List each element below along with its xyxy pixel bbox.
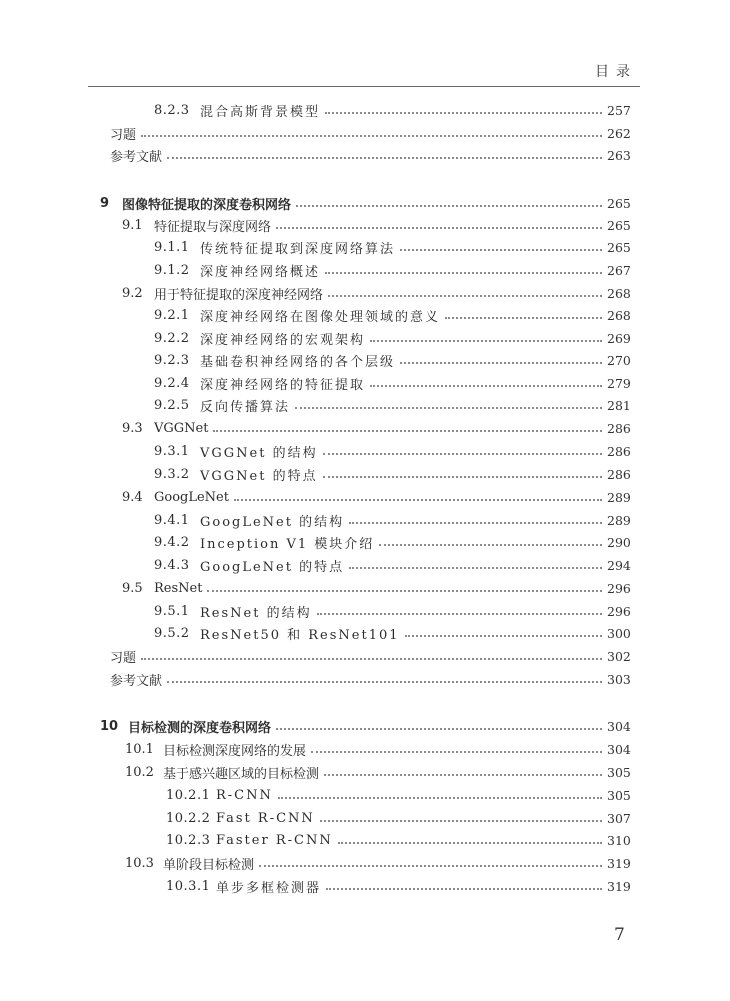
dot-leader <box>370 340 602 342</box>
toc-entry <box>154 554 629 576</box>
dot-leader <box>349 567 602 569</box>
toc-entry-title: 特征提取与深度网络 <box>154 219 272 235</box>
toc-entry <box>110 668 629 690</box>
toc-entry <box>154 622 629 644</box>
toc-entry-page: 296 <box>607 580 631 596</box>
toc-entry-number: 10 <box>100 718 119 734</box>
toc-entry-title: 单步多框检测器 <box>216 880 322 896</box>
dot-leader <box>338 842 602 844</box>
toc-entry-number: 10.2.2 <box>166 810 211 826</box>
toc-entry-page: 304 <box>607 741 631 757</box>
toc-entry-number: 9.2.3 <box>154 352 190 368</box>
toc-entry <box>154 440 629 462</box>
page-number: 7 <box>614 925 625 945</box>
toc-entry <box>125 761 629 783</box>
toc-entry <box>122 577 629 599</box>
toc-entry-title: 目标检测深度网络的发展 <box>163 743 307 759</box>
toc-entry <box>154 304 629 326</box>
dot-leader <box>379 544 602 546</box>
toc-entry-title: VGGNet 的特点 <box>200 468 318 484</box>
toc-entry-number: 9.2.4 <box>154 375 190 391</box>
toc-entry-page: 294 <box>607 557 631 573</box>
toc-entry-number: 10.2.1 <box>166 787 211 803</box>
toc-entry <box>166 875 629 897</box>
toc-entry-page: 270 <box>607 352 631 368</box>
toc-entry <box>110 645 629 667</box>
toc-entry-number: 9.4.3 <box>154 557 190 573</box>
toc-entry <box>166 784 629 806</box>
toc-entry-title: 用于特征提取的深度神经网络 <box>154 287 324 303</box>
toc-entry-title: 目标检测的深度卷积网络 <box>128 720 272 736</box>
toc-entry <box>122 417 629 439</box>
dot-leader <box>276 728 602 730</box>
toc-entry-page: 265 <box>607 217 631 233</box>
toc-entry-page: 267 <box>607 262 631 278</box>
toc-entry-title: Faster R-CNN <box>216 832 333 848</box>
toc-entry-page: 303 <box>607 671 631 687</box>
toc-entry-page: 296 <box>607 603 631 619</box>
toc-entry-title: 深度神经网络在图像处理领域的意义 <box>200 309 441 325</box>
dot-leader <box>296 205 602 207</box>
toc-entry-page: 263 <box>607 147 631 163</box>
toc-entry-number: 9.4.1 <box>154 512 190 528</box>
toc-entry-page: 310 <box>607 832 631 848</box>
toc-entry <box>122 486 629 508</box>
dot-leader <box>445 317 602 319</box>
toc-entry <box>122 214 629 236</box>
dot-leader <box>323 476 602 478</box>
toc-entry-page: 286 <box>607 420 631 436</box>
toc-entry <box>125 738 629 760</box>
toc-entry-number: 9.2.1 <box>154 307 190 323</box>
dot-leader <box>370 385 602 387</box>
toc-entry-title: VGGNet <box>154 420 209 436</box>
dot-leader <box>259 865 602 867</box>
toc-entry-title: 深度神经网络概述 <box>200 264 321 280</box>
dot-leader <box>323 453 602 455</box>
toc-entry-number: 9.3.1 <box>154 443 190 459</box>
toc-entry-title: 习题 <box>110 127 137 143</box>
toc-entry <box>122 282 629 304</box>
toc-entry-title: 习题 <box>110 650 137 666</box>
running-title: 目录 <box>595 64 637 80</box>
toc-entry-number: 9.5.1 <box>154 603 190 619</box>
toc-entry <box>100 715 629 737</box>
dot-leader <box>295 407 602 409</box>
toc-entry-page: 262 <box>607 125 631 141</box>
toc-entry-page: 319 <box>607 855 631 871</box>
toc-entry-page: 305 <box>607 787 631 803</box>
toc-entry <box>166 807 629 829</box>
toc-entry-title: 基于感兴趣区域的目标检测 <box>163 766 320 782</box>
toc-entry-title: 传统特征提取到深度网络算法 <box>200 241 396 257</box>
toc-entry-number: 9.2.2 <box>154 330 190 346</box>
toc-entry-title: 深度神经网络的特征提取 <box>200 377 366 393</box>
toc-entry <box>154 236 629 258</box>
toc-entry-page: 279 <box>607 375 631 391</box>
toc-entry <box>154 600 629 622</box>
dot-leader <box>311 751 602 753</box>
toc-entry <box>154 372 629 394</box>
dot-leader <box>213 430 602 432</box>
toc-entry <box>154 509 629 531</box>
toc-entry-number: 10.1 <box>125 741 154 757</box>
dot-leader <box>400 249 602 251</box>
toc-entry-number: 9.3.2 <box>154 466 190 482</box>
dot-leader <box>325 112 602 114</box>
toc-entry-number: 9.2 <box>122 285 143 301</box>
toc-entry-title: ResNet50 和 ResNet101 <box>200 627 400 643</box>
toc-entry <box>154 463 629 485</box>
dot-leader <box>320 820 602 822</box>
toc-entry <box>125 852 629 874</box>
toc-entry <box>154 349 629 371</box>
toc-entry-number: 10.2 <box>125 764 154 780</box>
toc-entry-number: 9.1 <box>122 217 143 233</box>
toc-entry-title: 参考文献 <box>110 149 163 165</box>
dot-leader <box>276 227 602 229</box>
toc-entry-page: 265 <box>607 195 631 211</box>
toc-entry-page: 302 <box>607 648 631 664</box>
toc-entry-page: 300 <box>607 625 631 641</box>
toc-entry-title: 反向传播算法 <box>200 399 291 415</box>
toc-entry <box>154 99 629 121</box>
toc-entry <box>154 259 629 281</box>
dot-leader <box>328 295 602 297</box>
dot-leader <box>167 681 602 683</box>
toc-entry-title: VGGNet 的结构 <box>200 445 318 461</box>
toc-entry-number: 10.2.3 <box>166 832 211 848</box>
dot-leader <box>207 590 602 592</box>
dot-leader <box>317 613 602 615</box>
toc-entry-title: 混合高斯背景模型 <box>200 104 321 120</box>
toc-entry-page: 281 <box>607 397 631 413</box>
toc-entry-page: 286 <box>607 443 631 459</box>
toc-entry-number: 9.4 <box>122 489 143 505</box>
dot-leader <box>400 362 602 364</box>
toc-entry-title: Inception V1 模块介绍 <box>200 536 375 552</box>
dot-leader <box>325 272 602 274</box>
toc-entry-page: 269 <box>607 330 631 346</box>
dot-leader <box>234 499 602 501</box>
toc-entry-title: 基础卷积神经网络的各个层级 <box>200 354 396 370</box>
toc-entry-page: 289 <box>607 512 631 528</box>
toc-entry-number: 8.2.3 <box>154 102 190 118</box>
toc-entry-number: 9.5 <box>122 580 143 596</box>
dot-leader <box>405 635 602 637</box>
dot-leader <box>278 797 602 799</box>
toc-entry <box>154 531 629 553</box>
dot-leader <box>141 658 602 660</box>
dot-leader <box>141 135 602 137</box>
toc-entry-number: 9.1.2 <box>154 262 190 278</box>
toc-entry-number: 9.1.1 <box>154 239 190 255</box>
toc-entry-number: 10.3 <box>125 855 154 871</box>
toc-entry-title: GoogLeNet 的特点 <box>200 559 345 575</box>
toc-entry-title: 深度神经网络的宏观架构 <box>200 332 366 348</box>
toc-entry-page: 268 <box>607 307 631 323</box>
toc-entry-page: 305 <box>607 764 631 780</box>
toc-entry <box>154 327 629 349</box>
toc-entry-page: 307 <box>607 810 631 826</box>
toc-entry <box>110 144 629 166</box>
toc-entry-number: 10.3.1 <box>166 878 211 894</box>
toc-entry-title: 参考文献 <box>110 673 163 689</box>
toc-entry <box>166 829 629 851</box>
toc-entry-title: GoogLeNet 的结构 <box>200 514 345 530</box>
toc-entry-page: 257 <box>607 102 631 118</box>
toc-entry-title: ResNet 的结构 <box>200 605 312 621</box>
toc-entry-page: 286 <box>607 466 631 482</box>
dot-leader <box>326 888 602 890</box>
toc-entry-page: 268 <box>607 285 631 301</box>
toc-entry <box>154 394 629 416</box>
dot-leader <box>167 157 602 159</box>
toc-entry-page: 304 <box>607 718 631 734</box>
toc-entry-title: ResNet <box>154 580 203 596</box>
toc-entry-page: 289 <box>607 489 631 505</box>
toc-entry-title: R-CNN <box>216 787 273 803</box>
toc-entry-title: 图像特征提取的深度卷积网络 <box>122 197 292 213</box>
toc-entry-number: 9.2.5 <box>154 397 190 413</box>
dot-leader <box>324 774 602 776</box>
dot-leader <box>349 522 602 524</box>
toc-entry-title: GoogLeNet <box>154 489 229 505</box>
toc-entry-number: 9.3 <box>122 420 143 436</box>
toc-entry-page: 265 <box>607 239 631 255</box>
toc-entry <box>100 192 629 214</box>
toc-entry-title: 单阶段目标检测 <box>163 857 255 873</box>
toc-entry-page: 290 <box>607 534 631 550</box>
toc-entry-page: 319 <box>607 878 631 894</box>
toc-entry-number: 9.4.2 <box>154 534 190 550</box>
toc-entry-title: Fast R-CNN <box>216 810 315 826</box>
toc-entry-number: 9.5.2 <box>154 625 190 641</box>
toc-entry-number: 9 <box>100 195 110 211</box>
toc-entry <box>110 122 629 144</box>
